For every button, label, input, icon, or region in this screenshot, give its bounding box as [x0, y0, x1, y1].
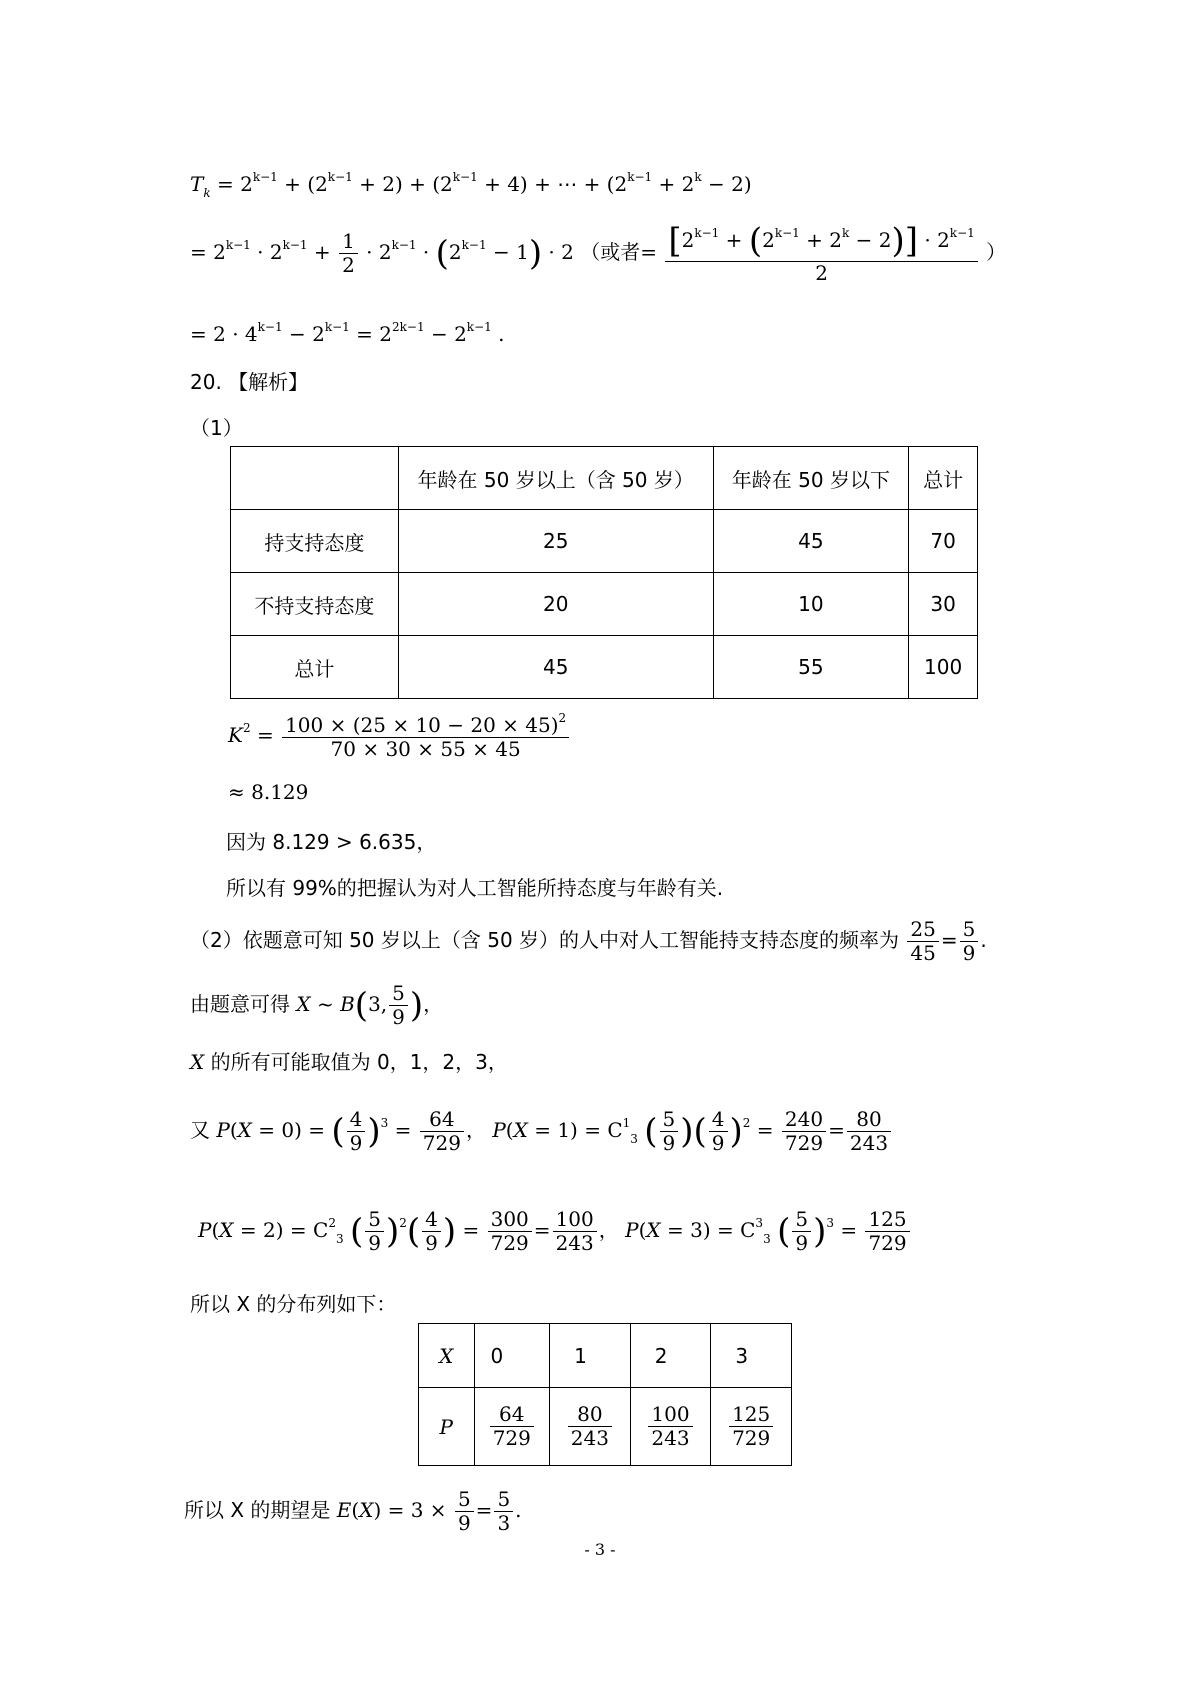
section-heading: 【解析】 [228, 370, 309, 394]
binomial-line: 由题意可得 X ~ B(3, $\frac{5}{9}$ )， [190, 981, 444, 1029]
table-header-row [231, 447, 978, 510]
table-cell: 30 [909, 573, 978, 636]
part1-label: （1） [190, 416, 243, 440]
distribution-table [418, 1323, 792, 1466]
p-denominator: 729 [492, 1426, 531, 1450]
prob-line-2: $P(X = 2) = C^2_3$ ( $\frac{5}{9}$ )$^2$( $\frac{4}{9}$ ) = $\frac{300}{729}$ = $\frac{100}{243}$ ， $P(X = 3) = C^3_3$ ( $\frac{5}{9}$ )$^3$ = $\frac{125}{729}$ [198, 1208, 912, 1255]
problem-number: 20. [190, 370, 222, 394]
part2-intro: （2）依题意可知 50 岁以上（含 50 岁）的人中对人工智能持支持态度的频率为 $\frac{25}{45}$ = $\frac{5}{9}$ . [190, 917, 987, 965]
table-header-cell: 总计 [909, 447, 978, 510]
alt-formula-prefix: （或者 [580, 240, 641, 265]
dist-p-label: P [419, 1388, 475, 1466]
table-row [231, 573, 978, 636]
p-denominator: 243 [570, 1426, 609, 1450]
values-text: 的所有可能取值为 0，1，2，3， [210, 1050, 508, 1074]
k2-approx: ≈ 8.129 [228, 780, 309, 804]
table-cell: 不持支持态度 [231, 573, 399, 636]
expectation-line: 所以 X 的期望是 E(X) = 3 × $\frac{5}{9}$ = $\frac{5}{3}$ . [184, 1487, 522, 1535]
table-cell: 总计 [231, 636, 399, 699]
tk-sum-line: $T_k = 2^{k-1} + (2^{k-1} + 2) + (2^{k-1} + 4)$ + ⋯ + $(2^{k-1} + 2^k - 2)$ [190, 170, 752, 200]
p-numerator: 80 [568, 1403, 612, 1427]
table-header-cell: 年龄在 50 岁以上（含 50 岁） [398, 447, 713, 510]
table-cell: 45 [398, 636, 713, 699]
dist-p-value [474, 1388, 550, 1466]
prob-line-1: 又 P(X = 0) = ( $\frac{4}{9}$ )$^3$ = $\frac{64}{729}$ ， $P(X = 1) = C^1_3$ ( $\frac{5}{9}$ )( $\frac{4}{9}$ )$^2$ = $\frac{240}{729}$ = $\frac{80}{243}$ [190, 1108, 893, 1155]
table-cell: 100 [909, 636, 978, 699]
page-number: - 3 - [584, 1540, 616, 1559]
dist-x-value: 2 [630, 1324, 711, 1388]
table-cell: 70 [909, 510, 978, 573]
p-denominator: 243 [651, 1426, 690, 1450]
problem-heading [190, 366, 308, 395]
table-row [231, 636, 978, 699]
tk-step-line: = $2^{k-1} \cdot 2^{k-1}$ + $\frac{1}{2}$ · $2^{k-1} \cdot (2^{k-1} - 1) \cdot 2$ （或者= $\frac{[2^{k-1} + (2^{k-1} + 2^k - 2)] \cdot 2^{k-1}}{2}$ ） [190, 221, 1007, 286]
dist-p-value [711, 1388, 792, 1466]
conclusion-line: 所以有 99%的把握认为对人工智能所持态度与年龄有关. [226, 876, 724, 900]
table-row [231, 510, 978, 573]
table-cell: 持支持态度 [231, 510, 399, 573]
table-cell: 55 [713, 636, 909, 699]
also-prefix: 又 [190, 1118, 210, 1142]
table-header-cell: 年龄在 50 岁以下 [713, 447, 909, 510]
dist-x-label: X [419, 1324, 475, 1388]
k2-formula: $K^2$ = $\frac{100 \times (25 \times 10 - 20 \times 45)^2}{70 \times 30 \times 55 \times 45}$ [228, 712, 571, 761]
because-line: 因为 8.129 > 6.635， [226, 830, 437, 854]
table-cell: 20 [398, 573, 713, 636]
tk-result-line: = $2 \cdot 4^{k-1} - 2^{k-1} = 2^{2k-1} - 2^{k-1}$ . [190, 320, 505, 346]
dist-x-row [419, 1324, 792, 1388]
dist-x-value: 1 [550, 1324, 631, 1388]
expectation-prefix: 所以 X 的期望是 [184, 1498, 331, 1522]
contingency-table [230, 446, 978, 699]
binomial-prefix: 由题意可得 [190, 992, 290, 1016]
table-header-cell [231, 447, 399, 510]
dist-p-row [419, 1388, 792, 1466]
values-line: X 的所有可能取值为 0，1，2，3， [190, 1050, 508, 1074]
table-cell: 25 [398, 510, 713, 573]
dist-p-value [630, 1388, 711, 1466]
dist-x-value: 3 [711, 1324, 792, 1388]
table-cell: 10 [713, 573, 909, 636]
dist-p-value [550, 1388, 631, 1466]
part2-intro-text: （2）依题意可知 50 岁以上（含 50 岁）的人中对人工智能持支持态度的频率为 [190, 928, 900, 952]
p-denominator: 729 [732, 1426, 771, 1450]
p-numerator: 100 [648, 1403, 692, 1427]
distribution-intro: 所以 X 的分布列如下： [190, 1292, 397, 1316]
table-cell: 45 [713, 510, 909, 573]
p-numerator: 125 [729, 1403, 773, 1427]
dist-x-value: 0 [474, 1324, 550, 1388]
p-numerator: 64 [490, 1403, 534, 1427]
